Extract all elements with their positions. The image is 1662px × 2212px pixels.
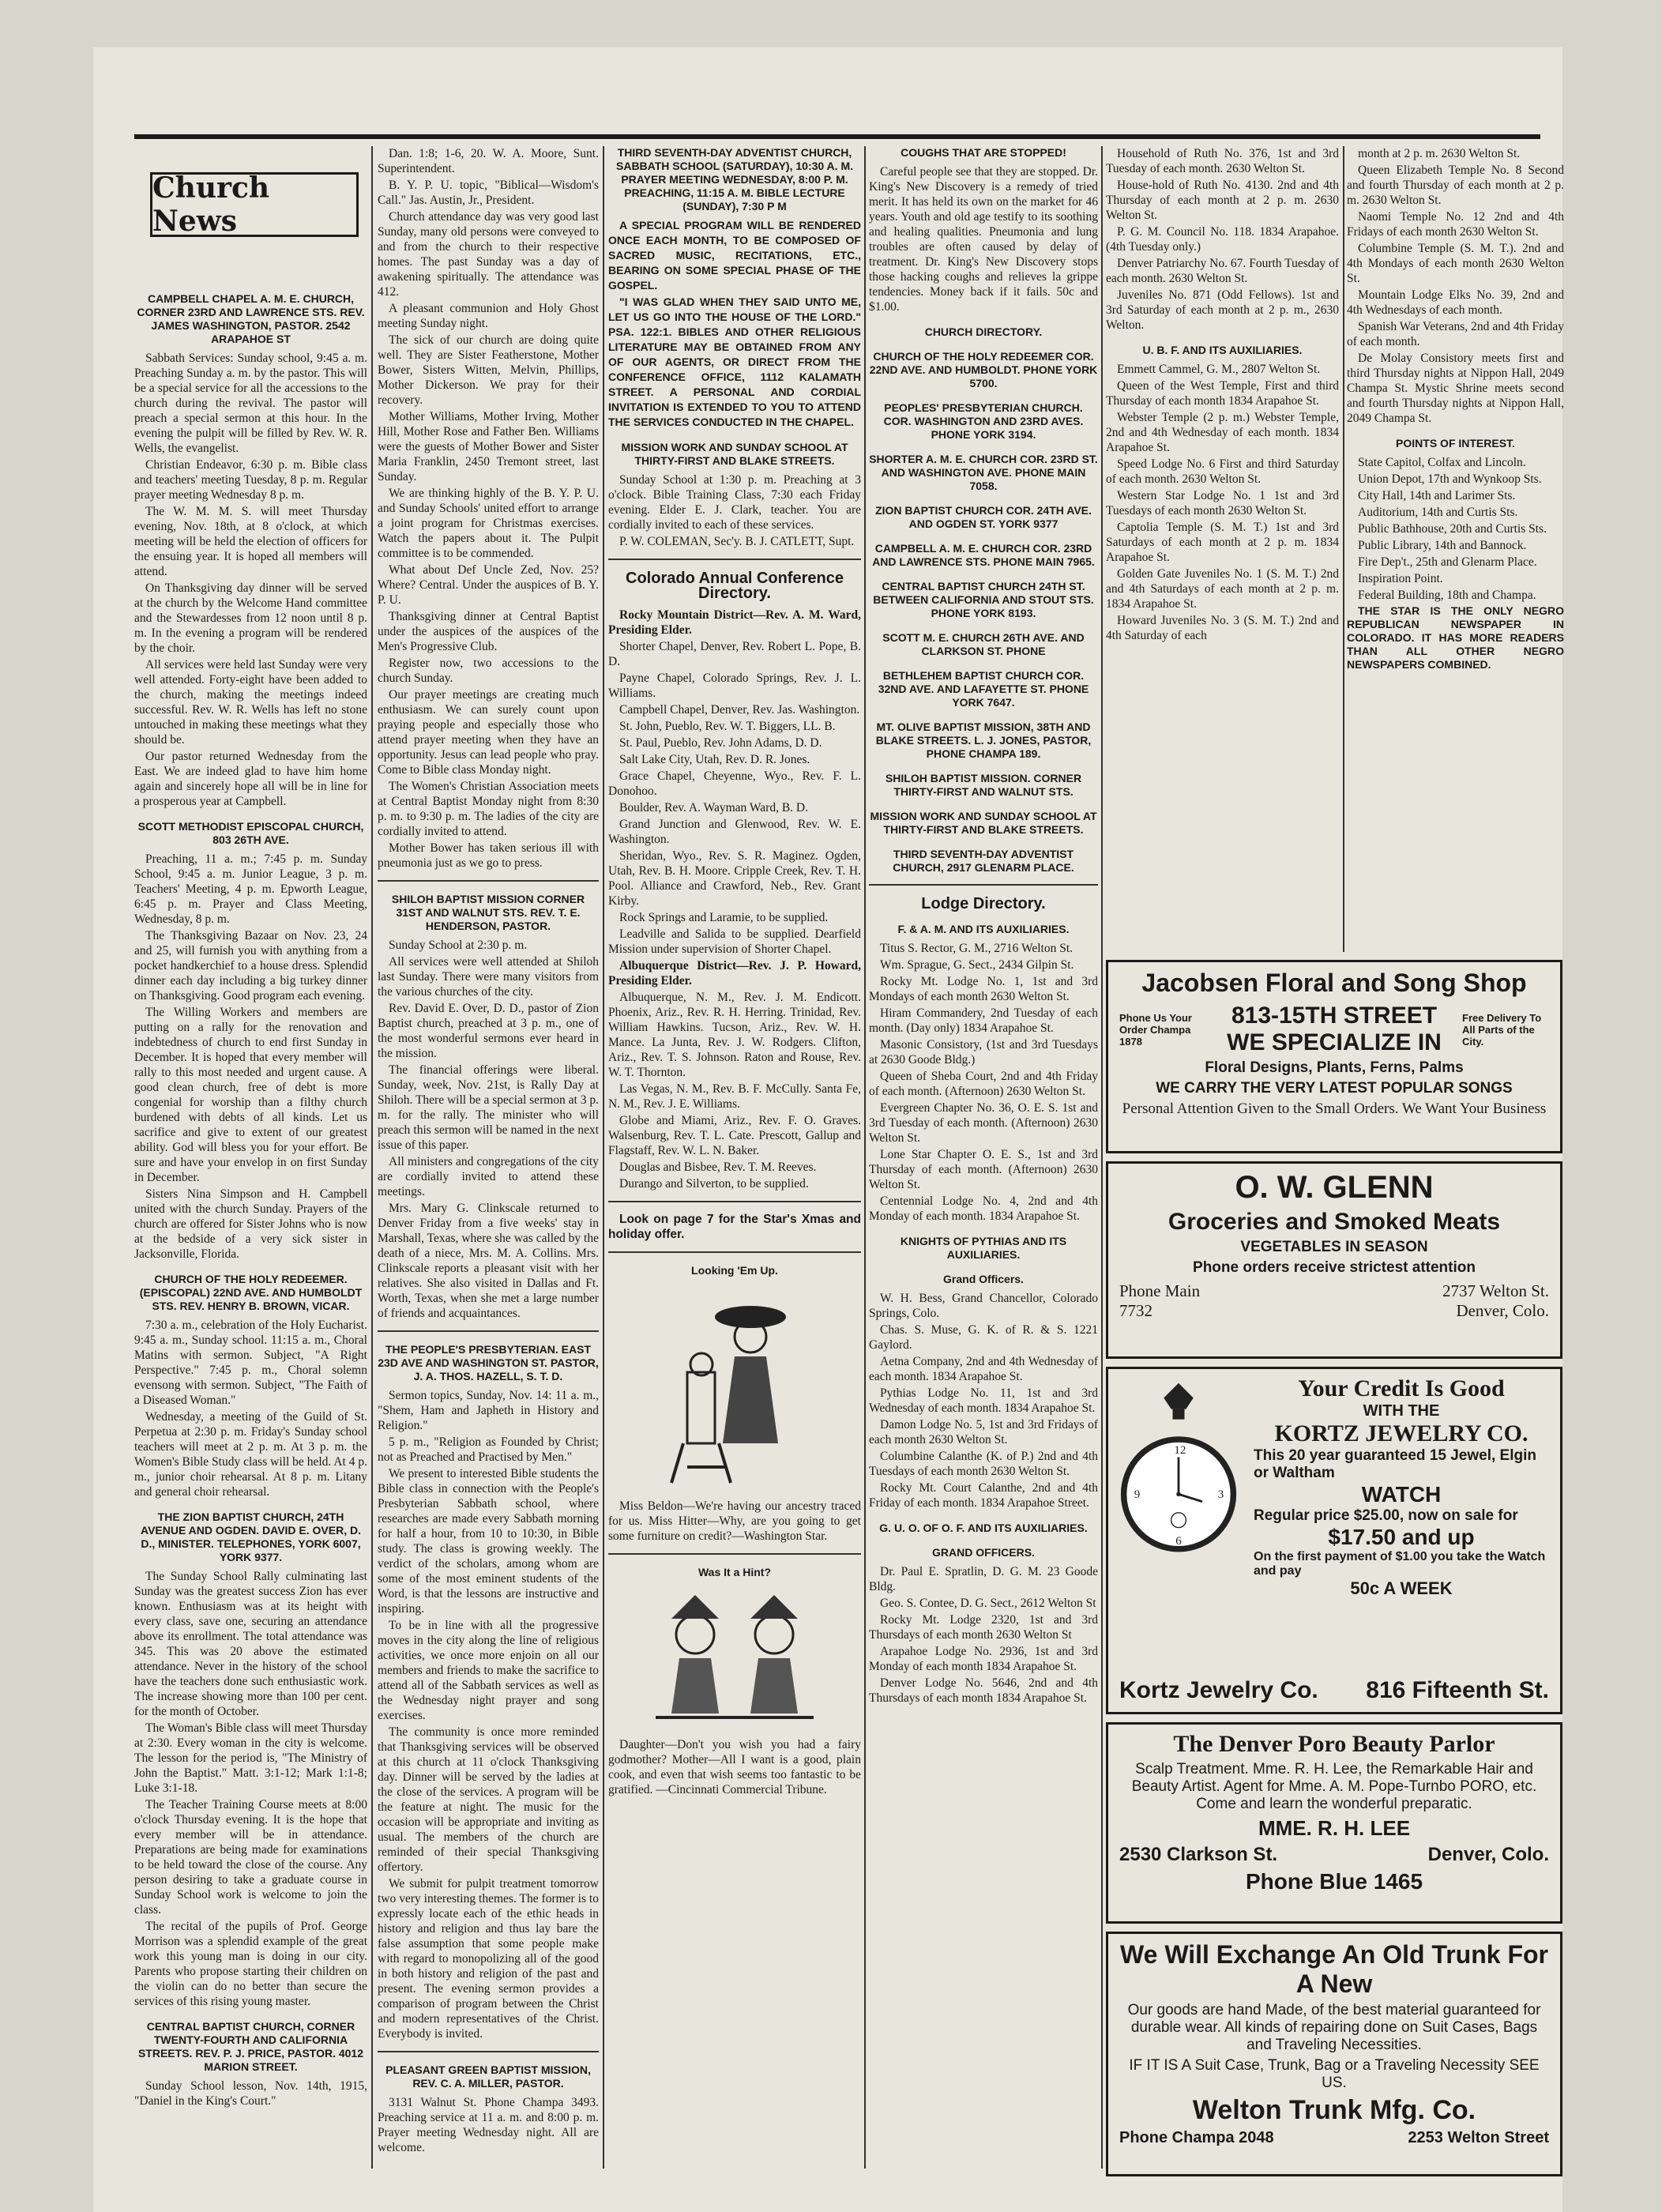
ad-title: We Will Exchange An Old Trunk For A New (1120, 1940, 1548, 1998)
heading-conference-directory: Colorado Annual Conference Directory. (626, 570, 844, 602)
paragraph: Sermon topics, Sunday, Nov. 14: 11 a. m., "Shem, Ham and Japheth in History and Religion." (378, 1389, 599, 1432)
paragraph: Careful people see that they are stopped. Dr. King's New Discovery is a remedy of tried merit. It has held its own on the market for 46 years. Youth and old age testify to its soothing and healing qualities. Pneumonia and lung troubles are often caused by delay of treatment. Dr. King's New Discovery stops those hacking coughs and relieves la grippe tendencies. Money back if it fails. 50c and $1.00. (869, 165, 1098, 314)
paragraph: The Teacher Training Course meets at 8:00 o'clock Thursday evening. It is the hope that every member will be in attendance. Preparations are being made for examinations to be held toward the close of the course. Any person desiring to take a graduate course in Sunday School work is welcome to join the class. (134, 1798, 367, 1917)
paragraph: A SPECIAL PROGRAM WILL BE RENDERED ONCE EACH MONTH, TO BE COMPOSED OF SACRED MUSIC, RECITATIONS, ETC., BEARING ON SOME SPECIAL PHASE OF THE GOSPEL. (608, 219, 861, 292)
directory-entry: SHILOH BAPTIST MISSION. CORNER THIRTY-FIRST AND WALNUT STS. (885, 772, 1082, 798)
paragraph: Sheridan, Wyo., Rev. S. R. Maginez. Ogden, Utah, Rev. B. H. Moore. Cripple Creek, Rev. T. H. Pool. Alliance and Crawford, Neb., Rev. Grant Kirby. (608, 849, 861, 908)
lodge-entry: Mountain Lodge Elks No. 39, 2nd and 4th Wednesdays of each month. (1347, 288, 1564, 317)
paragraph: Christian Endeavor, 6:30 p. m. Bible class and teachers' meeting Tuesday, 8 p. m. Regular prayer meeting Wednesday 8 p. m. (134, 458, 367, 502)
paragraph: Mother Williams, Mother Irving, Mother Hill, Mother Rose and Father Ben. Williams were the guests of Mother Bower and Sister Maria Franklin, 2450 Tremont street, last Sunday. (378, 410, 599, 483)
directory-entry: CENTRAL BAPTIST CHURCH 24TH ST. BETWEEN CALIFORNIA AND STOUT STS. PHONE YORK 8193. (873, 580, 1094, 619)
ad-jacobsen-floral (1106, 960, 1562, 1153)
ad-company: Welton Trunk Mfg. Co. (1192, 2095, 1476, 2125)
directory-entry: PEOPLES' PRESBYTERIAN CHURCH. COR. WASHINGTON AND 23RD AVES. PHONE YORK 3194. (883, 401, 1084, 441)
svg-text:6: 6 (1175, 1535, 1182, 1548)
paragraph: To be in line with all the progressive moves in the city along the line of religious activities, we once more enjoin on all our members and friends to make the sacrifice to attend all of the Sabbath services as well as the Wednesday night prayer and song exercises. (378, 1619, 599, 1722)
lodge-entry: W. H. Bess, Grand Chancellor, Colorado Springs, Colo. (869, 1292, 1098, 1320)
interest-item: City Hall, 14th and Larimer Sts. (1358, 489, 1516, 502)
lodge-entry: Webster Temple (2 p. m.) Webster Temple, 2nd and 4th Wednesday of each month. 1834 Arapahoe St. (1106, 411, 1339, 454)
paragraph: Albuquerque, N. M., Rev. J. M. Endicott. Phoenix, Ariz., Rev. R. H. Herring. Trinidad, Rev. William Hawkins. Tucson, Ariz., Rev. W. H. Mance. La Junta, Rev. J. W. Rodgers. Clifton, Ariz., Rev. T. S. Johnson. Raton and Rouse, Rev. W. T. Thornton. (608, 991, 861, 1079)
interest-item: Fire Dep't., 25th and Glenarm Place. (1358, 555, 1537, 569)
ad-address: 2253 Welton Street (1408, 2129, 1549, 2146)
ad-phone: Phone Champa 2048 (1119, 2129, 1274, 2146)
paragraph: Mother Bower has taken serious ill with pneumonia just as we go to press. (378, 841, 599, 870)
lodge-entry: Captolia Temple (S. M. T.) 1st and 3rd Saturdays of each month at 2 p. m. 1834 Arapahoe St. (1106, 521, 1339, 564)
ad-city: Denver, Colo. (1456, 1301, 1549, 1320)
separator (608, 1553, 861, 1555)
column-1 (134, 292, 367, 2172)
paragraph: The sick of our church are doing quite well. They are Sister Featherstone, Mother Bower, Sisters Witten, Melvin, Phillips, Mother Dickerson. We pray for their recovery. (378, 333, 599, 407)
paragraph: Our prayer meetings are creating much enthusiasm. We can surely count upon praying people and especially those who attend prayer meeting when they have an opportunity. Jesus can lead people who pray. Come to Bible class Monday night. (378, 688, 599, 777)
lodge-entry: Spanish War Veterans, 2nd and 4th Friday of each month. (1347, 320, 1564, 348)
heading-coughs: COUGHS THAT ARE STOPPED! (901, 146, 1066, 159)
ad-line: WITH THE (1363, 1402, 1440, 1420)
ad-kortz-jewelry (1106, 1367, 1562, 1714)
ad-line: Floral Designs, Plants, Ferns, Palms (1205, 1059, 1464, 1076)
lodge-entry: Lone Star Chapter O. E. S., 1st and 3rd Thursday of each month. (Afternoon) 2630 Welton St. (869, 1148, 1098, 1191)
paragraph: Payne Chapel, Colorado Springs, Rev. J. L. Williams. (608, 672, 861, 700)
heading-shiloh-baptist: SHILOH BAPTIST MISSION CORNER 31ST AND WALNUT STS. REV. T. E. HENDERSON, PASTOR. (391, 893, 585, 932)
paragraph: 3131 Walnut St. Phone Champa 3493. Preaching service at 11 a. m. and 8:00 p. m. Prayer meeting Wednesday night. All are welcome. (378, 2096, 599, 2154)
paragraph: The Woman's Bible class will meet Thursday at 2:30. Every woman in the city is welcome. The lesson for the period is, "The Ministry of John the Baptist." Matt. 3:1-12; Mark 1:1-8; Luke 3:1-18. (134, 1721, 367, 1795)
heading-peoples-presbyterian: THE PEOPLE'S PRESBYTERIAN. EAST 23D AVE AND WASHINGTON ST. PASTOR, J. A. THOS. HAZELL, S. T. D. (378, 1343, 599, 1382)
ad-line: This 20 year guaranteed 15 Jewel, Elgin or Waltham (1254, 1447, 1536, 1481)
lodge-entry: Howard Juveniles No. 3 (S. M. T.) 2nd and 4th Saturday of each (1106, 614, 1339, 642)
ad-line: IF IT IS A Suit Case, Trunk, Bag or a Traveling Necessity SEE US. (1129, 2057, 1540, 2091)
ad-line: Personal Attention Given to the Small Orders. We Want Your Business (1122, 1100, 1547, 1117)
cartoon-illustration (640, 1587, 829, 1729)
paragraph: Grand Junction and Glenwood, Rev. W. E. Washington. (608, 818, 861, 846)
lodge-group-heading: G. U. O. OF O. F. AND ITS AUXILIARIES. (879, 1522, 1088, 1534)
paragraph: A pleasant communion and Holy Ghost meeting Sunday night. (378, 302, 599, 330)
paragraph: Wednesday, a meeting of the Guild of St. Perpetua at 2:30 p. m. Friday's Sunday school teachers will meet at 2 p. m. At 3 p. m. the Women's Bible Study class will be held. At 4 p. m., junior choir rehearsal. At 8 p. m. Litany and general choir rehearsal. (134, 1410, 367, 1499)
ad-address: 2530 Clarkson St. (1119, 1844, 1278, 1865)
heading-adventist: THIRD SEVENTH-DAY ADVENTIST CHURCH, SABBATH SCHOOL (SATURDAY), 10:30 A. M. PRAYER MEETING WEDNESDAY, 8:00 P. M. PREACHING, 11:15 A. M. BIBLE LECTURE (SUNDAY), 7:30 P M (616, 146, 853, 213)
separator (378, 880, 599, 882)
lodge-entry: Arapahoe Lodge No. 2936, 1st and 3rd Monday of each month 1834 Arapahoe St. (869, 1645, 1098, 1673)
paragraph: Globe and Miami, Ariz., Rev. F. O. Graves. Walsenburg, Rev. T. L. Cate. Prescott, Gallup and Flagstaff, Rev. W. L. N. Baker. (608, 1114, 861, 1157)
paragraph: The Willing Workers and members are putting on a rally for the renovation and indebtedness of church to end first Sunday in December. It is hoped that every member will rally to this most needed and urgent cause. A good clean church, free of debt is more congenial for worship than a filthy church burdened with debts of all kinds. Let us sacrifice and give to extent of our greatest ability. God will bless you for your effort. Be sure and have your envelop in on first Sunday in December. (134, 1006, 367, 1184)
paragraph: Rock Springs and Laramie, to be supplied. (619, 911, 829, 924)
lodge-entry: House-hold of Ruth No. 4130. 2nd and 4th Thursday of each month at 2 p. m. 2630 Welton St. (1106, 179, 1339, 222)
cartoon-caption: Looking 'Em Up. (691, 1264, 778, 1277)
interest-item: Federal Building, 18th and Champa. (1358, 589, 1536, 602)
directory-entry: ZION BAPTIST CHURCH COR. 24TH AVE. AND OGDEN ST. YORK 9377 (875, 504, 1092, 530)
ad-line: 50c A WEEK (1350, 1578, 1453, 1598)
paragraph: We present to interested Bible students the Bible class in connection with the People's Presbyterian Sabbath school, where researches are made every Sabbath morning for half a hour, from 10 to 10:30, in Bible study. The class is growing weekly. The verdict of the scholars, among whom are some of the most eminent students of the Word, is that the lessons are instructive and inspiring. (378, 1467, 599, 1616)
lodge-entry: Denver Patriarchy No. 67. Fourth Tuesday of each month. 2630 Welton St. (1106, 257, 1339, 285)
ad-phone-label: Phone Main (1119, 1281, 1201, 1300)
paragraph: 7:30 a. m., celebration of the Holy Eucharist. 9:45 a. m., Sunday school. 11:15 a. m., Choral Matins with sermon. Subject, "A Right Perspective." 7:45 p. m., Choral solemn evensong with sermon. Subject, "The Faith of a Diseased Woman." (134, 1319, 367, 1407)
ad-line: Scalp Treatment. Mme. R. H. Lee, the Remarkable Hair and Beauty Artist. Agent for Mme. A. M. Pope-Turnbo PORO, etc. Come and learn the wonderful preparatic. (1131, 1761, 1537, 1812)
lodge-entry: Aetna Company, 2nd and 4th Wednesday of each month. 1834 Arapahoe St. (869, 1355, 1098, 1383)
lodge-entry: Pythias Lodge No. 11, 1st and 3rd Wednesday of each month. 1834 Arapahoe St. (869, 1386, 1098, 1415)
ad-title: Your Credit Is Good (1298, 1375, 1505, 1401)
column-divider (1101, 146, 1103, 2169)
heading-zion-baptist: THE ZION BAPTIST CHURCH, 24TH AVENUE AND OGDEN. DAVID E. OVER, D. D., MINISTER. TELEPHONES, YORK 6007, YORK 9377. (141, 1510, 361, 1563)
paragraph: Albuquerque District—Rev. J. P. Howard, Presiding Elder. (608, 959, 861, 988)
lodge-entry: Hiram Commandery, 2nd Tuesday of each month. (Day only) 1834 Arapahoe St. (869, 1006, 1098, 1035)
column-5 (1106, 146, 1339, 952)
ad-title: The Denver Poro Beauty Parlor (1173, 1731, 1495, 1757)
interest-item: State Capitol, Colfax and Lincoln. (1358, 456, 1526, 469)
paragraph: What about Def Uncle Zed, Nov. 25? Where? Central. Under the auspices of B. Y. P. U. (378, 563, 599, 607)
interest-item: Inspiration Point. (1358, 572, 1443, 585)
ad-company: Kortz Jewelry Co. (1119, 1677, 1318, 1703)
paragraph: The Women's Christian Association meets at Central Baptist Monday night from 8:30 p. m. to 9:30 p. m. The ladies of the city are cordially invited to attend. (378, 780, 599, 838)
paragraph: Campbell Chapel, Denver, Rev. Jas. Washington. (619, 703, 860, 717)
lodge-entry: Golden Gate Juveniles No. 1 (S. M. T.) 2nd and 4th Saturdays of each month at 2 p. m. 1834 Arapahoe St. (1106, 567, 1339, 611)
directory-entry: THIRD SEVENTH-DAY ADVENTIST CHURCH, 2917 GLENARM PLACE. (893, 848, 1074, 874)
lodge-group-heading: KNIGHTS OF PYTHIAS AND ITS AUXILIARIES. (900, 1235, 1067, 1261)
ad-address: 813-15TH STREET (1231, 1003, 1438, 1029)
column-divider (864, 146, 866, 2169)
lodge-entry: Denver Lodge No. 5646, 2nd and 4th Thursdays of each month 1834 Arapahoe St. (869, 1676, 1098, 1705)
paragraph: Rocky Mountain District—Rev. A. M. Ward, Presiding Elder. (608, 608, 861, 637)
lodge-entry: Geo. S. Contee, D. G. Sect., 2612 Welton St (880, 1597, 1096, 1610)
column-2 (378, 146, 599, 2169)
directory-entry: CHURCH OF THE HOLY REDEEMER COR. 22ND AVE. AND HUMBOLDT. PHONE YORK 5700. (869, 350, 1098, 389)
lodge-entry: Centennial Lodge No. 4, 2nd and 4th Monday of each month. 1834 Arapahoe St. (869, 1194, 1098, 1223)
cartoon-illustration (640, 1285, 829, 1491)
directory-entry: MISSION WORK AND SUNDAY SCHOOL AT THIRTY-FIRST AND BLAKE STREETS. (870, 810, 1097, 836)
separator (378, 1330, 599, 1332)
ad-address: 816 Fifteenth St. (1366, 1677, 1549, 1703)
paragraph: Daughter—Don't you wish you had a fairy godmother? Mother—All I want is a good, plain cook, and even that wish seems too fantastic to be gratified. —Cincinnati Commercial Tribune. (608, 1738, 861, 1796)
paragraph: Salt Lake City, Utah, Rev. D. R. Jones. (619, 753, 810, 766)
lodge-entry: De Molay Consistory meets first and third Thursday nights at Nippon Hall, 2049 Champa St. Mystic Shrine meets second and fourth Thursday nights at Nippon Hall, 2049 Champa St. (1347, 352, 1564, 425)
interest-item: Public Bathhouse, 20th and Curtis Sts. (1358, 522, 1547, 536)
heading-pleasant-green: PLEASANT GREEN BAPTIST MISSION, REV. C. A. MILLER, PASTOR. (385, 2063, 591, 2090)
lodge-entry: Queen of the West Temple, First and third Thursday of each month 1834 Arapahoe St. (1106, 379, 1339, 408)
lodge-entry: Chas. S. Muse, G. K. of R. & S. 1221 Gaylord. (869, 1323, 1098, 1352)
signature: P. W. COLEMAN, Sec'y. B. J. CATLETT, Supt. (619, 535, 855, 548)
directory-entry: SCOTT M. E. CHURCH 26TH AVE. AND CLARKSON ST. PHONE (882, 631, 1085, 657)
ad-phone-number: 7732 (1119, 1301, 1152, 1320)
paragraph: Church attendance day was very good last Sunday, many old persons were conveyed to and from the church to their respective homes. The past Sunday was a day of awakening spiritually. The attendance was 412. (378, 210, 599, 299)
paragraph: The Sunday School Rally culminating last Sunday was the greatest success Zion has ever known. Enthusiasm was at its height with every class, save one, securing an attendance above its enrollment. The total attendance was 345. This was 20 above the estimated attendance. Never in the history of the school have the teachers done such enthusiastic work. The increase showing more than 100 per cent. for the month of October. (134, 1570, 367, 1718)
paragraph: Sunday School at 1:30 p. m. Preaching at 3 o'clock. Bible Training Class, 7:30 each Friday evening. Elder E. J. Clark, teacher. You are cordially invited to each of these services. (608, 473, 861, 532)
lodge-entry: Speed Lodge No. 6 First and third Saturday of each month. 2630 Welton St. (1106, 457, 1339, 486)
paragraph: St. John, Pueblo, Rev. W. T. Biggers, LL. B. (619, 720, 836, 733)
paragraph: Sisters Nina Simpson and H. Campbell united with the church Sunday. Prayers of the church are offered for Sister Johns who is now at the bedside of a very sick sister in Jacksonville, Florida. (134, 1187, 367, 1261)
lodge-subheading: Grand Officers. (943, 1273, 1024, 1285)
lodge-entry: Western Star Lodge No. 1 1st and 3rd Tuesdays of each month 2630 Welton St. (1106, 489, 1339, 517)
lodge-entry: Rocky Mt. Court Calanthe, 2nd and 4th Friday of each month. 1834 Arapahoe Street. (869, 1481, 1098, 1510)
ad-title: Jacobsen Floral and Song Shop (1141, 969, 1527, 997)
paragraph: The W. M. M. S. will meet Thursday evening, Nov. 18th, at 8 o'clock, at which meeting will be held the election of officers for the ensuing year. It is hoped all members will attend. (134, 505, 367, 578)
ad-title: O. W. GLENN (1235, 1170, 1434, 1205)
top-rule (134, 134, 1540, 139)
ad-price: $17.50 and up (1328, 1525, 1475, 1549)
paragraph: All services were well attended at Shiloh last Sunday. There were many visitors from the various churches of the city. (378, 955, 599, 999)
lodge-entry: Columbine Temple (S. M. T.). 2nd and 4th Mondays of each month 2630 Welton St. (1347, 242, 1564, 285)
paragraph: Our pastor returned Wednesday from the East. We are indeed glad to have him home again and sincerely hope all will be in line for a prosperous year at Campbell. (134, 750, 367, 808)
heading-central-baptist: CENTRAL BAPTIST CHURCH, CORNER TWENTY-FOURTH AND CALIFORNIA STREETS. REV. P. J. PRICE, PASTOR. 4012 MARION STREET. (137, 2020, 364, 2073)
column-6 (1347, 146, 1564, 952)
directory-entry: SHORTER A. M. E. CHURCH COR. 23RD ST. AND WASHINGTON AVE. PHONE MAIN 7058. (869, 453, 1098, 492)
paragraph: Las Vegas, N. M., Rev. B. F. McCully. Santa Fe, N. M., Rev. J. E. Williams. (608, 1082, 861, 1111)
lodge-entry: Household of Ruth No. 376, 1st and 3rd Tuesday of each month. 2630 Welton St. (1106, 147, 1339, 175)
paragraph: "I WAS GLAD WHEN THEY SAID UNTO ME, LET US GO INTO THE HOUSE OF THE LORD." PSA. 122:1. BIBLES AND OTHER RELIGIOUS LITERATURE MAY BE OBTAINED FROM ANY OF OUR AGENTS, OR DIRECT FROM THE CONFERENCE OFFICE, 1112 KALAMATH STREET. A PERSONAL AND CORDIAL INVITATION IS EXTENDED TO YOU TO ATTEND THE SERVICES CONDUCTED IN THE CHAPEL. (608, 295, 861, 428)
lodge-entry: Queen Elizabeth Temple No. 8 Second and fourth Thursday of each month at 2 p. m. 2630 Welton St. (1347, 164, 1564, 207)
ad-line: Regular price $25.00, now on sale for (1254, 1507, 1518, 1524)
paragraph: Grace Chapel, Cheyenne, Wyo., Rev. F. L. Donohoo. (608, 769, 861, 798)
lodge-entry: Wm. Sprague, G. Sect., 2434 Gilpin St. (880, 958, 1074, 972)
paragraph: B. Y. P. U. topic, "Biblical—Wisdom's Call." Jas. Austin, Jr., President. (378, 179, 599, 207)
paragraph: Boulder, Rev. A. Wayman Ward, B. D. (619, 801, 808, 814)
heading-scott-methodist: SCOTT METHODIST EPISCOPAL CHURCH, 803 26TH AVE. (137, 820, 364, 846)
heading-lodge-directory: Lodge Directory. (921, 895, 1046, 912)
ad-line: Groceries and Smoked Meats (1168, 1209, 1501, 1235)
interest-item: Public Library, 14th and Bannock. (1358, 539, 1527, 552)
lodge-entry: Dr. Paul E. Spratlin, D. G. M. 23 Goode Bldg. (869, 1565, 1098, 1593)
star-notice: THE STAR IS THE ONLY NEGRO REPUBLICAN NEWSPAPER IN COLORADO. IT HAS MORE READERS THAN ALL OTHER NEGRO NEWSPAPERS COMBINED. (1347, 604, 1564, 671)
lodge-entry: Naomi Temple No. 12 2nd and 4th Fridays of each month 2630 Welton St. (1347, 210, 1564, 239)
paragraph: St. Paul, Pueblo, Rev. John Adams, D. D. (619, 736, 822, 750)
column-3 (608, 146, 861, 2169)
paragraph: Shorter Chapel, Denver, Rev. Robert L. Pope, B. D. (608, 640, 861, 668)
ad-specialty: WE SPECIALIZE IN (1227, 1029, 1442, 1055)
ad-line: WE CARRY THE VERY LATEST POPULAR SONGS (1156, 1080, 1513, 1097)
paragraph: All ministers and congregations of the city are cordially invited to attend these meetings. (378, 1155, 599, 1198)
ad-poro-beauty (1106, 1722, 1562, 1924)
column-divider (1343, 146, 1344, 952)
lodge-entry: Emmett Cammel, G. M., 2807 Welton St. (1117, 363, 1321, 376)
ad-delivery-note: Free Delivery To All Parts of the City. (1462, 1011, 1542, 1048)
separator (378, 2051, 599, 2052)
separator (608, 1201, 861, 1202)
directory-entry: BETHLEHEM BAPTIST CHURCH COR. 32ND AVE. AND LAFAYETTE ST. PHONE YORK 7647. (878, 669, 1089, 709)
ad-phone: Phone Blue 1465 (1245, 1869, 1423, 1894)
directory-entry: CAMPBELL A. M. E. CHURCH COR. 23RD AND LAWRENCE STS. PHONE MAIN 7965. (872, 542, 1095, 568)
heading-church-directory: CHURCH DIRECTORY. (924, 325, 1043, 338)
interest-item: Union Depot, 17th and Wynkoop Sts. (1358, 472, 1542, 486)
column-divider (371, 146, 373, 2169)
cartoon-caption: Was It a Hint? (698, 1566, 772, 1578)
lodge-entry: Evergreen Chapter No. 36, O. E. S. 1st and 3rd Tuesday of each month. (Afternoon) 2630 Welton St. (869, 1101, 1098, 1145)
watch-icon (1119, 1380, 1238, 1593)
paragraph: 5 p. m., "Religion as Founded by Christ; not as Preached and Practised by Men." (378, 1435, 599, 1464)
ad-glenn-groceries (1106, 1161, 1562, 1359)
paragraph: Look on page 7 for the Star's Xmas and holiday offer. (608, 1213, 861, 1241)
separator (608, 1251, 861, 1253)
paragraph: Miss Beldon—We're having our ancestry traced for us. Miss Hitter—Why, are you going to get some furniture on credit?—Washington Star. (608, 1499, 861, 1543)
paragraph: Sabbath Services: Sunday school, 9:45 a. m. Preaching Sunday a. m. by the pastor. This will be a special service for all the accessions to the church during the revival. The pastor will preach a special sermon at this hour. In the evening the pulpit will be filled by Rev. W. R. Wells, the evangelist. (134, 352, 367, 455)
lodge-entry: Queen of Sheba Court, 2nd and 4th Friday of each month. (Afternoon) 2630 Welton St. (869, 1070, 1098, 1098)
ad-line: On the first payment of $1.00 you take the Watch and pay (1254, 1550, 1546, 1578)
column-divider (603, 146, 604, 2169)
paragraph: We submit for pulpit treatment tomorrow two very interesting themes. The former is to expressly locate each of the ethic heads in history and religion and thus lay bare the false assumption that some people make with regard to monopolizing all of the good in both history and religion of the past and present. The evening sermon provides a comparison of program between the Christ and modern representatives of the Christ. Everybody is invited. (378, 1877, 599, 2041)
section-masthead: Church News (150, 172, 359, 237)
lodge-entry: Columbine Calanthe (K. of P.) 2nd and 4th Tuesdays of each month 2630 Welton St. (869, 1450, 1098, 1478)
ad-line: VEGETABLES IN SEASON (1240, 1239, 1428, 1255)
paragraph: Mrs. Mary G. Clinkscale returned to Denver Friday from a five weeks' stay in Marshall, Texas, where she was called by the death of a niece, Mrs. M. A. Collins. Mrs. Clinkscale reports a pleasant visit with her relatives. She also visited in Dallas and Ft. Worth, Texas, when she met a large number of friends and acquaintances. (378, 1202, 599, 1320)
lodge-entry: Juveniles No. 871 (Odd Fellows). 1st and 3rd Saturday of each month at 2 p. m., 2630 Welton. (1106, 288, 1339, 332)
paragraph: Douglas and Bisbee, Rev. T. M. Reeves. (619, 1161, 817, 1174)
paragraph: The community is once more reminded that Thanksgiving services will be observed at this church at 11 o'clock Thanksgiving day. Dinner will be served by the ladies at the close of the services. A program will be the feature at night. The music for the occasion will be appropriate and inviting as usual. The members of the church are reminded of their special Thanksgiving offertory. (378, 1725, 599, 1874)
paragraph: Durango and Silverton, to be supplied. (619, 1177, 809, 1191)
paragraph: The Thanksgiving Bazaar on Nov. 23, 24 and 25, will furnish you with anything from a pocket handkerchief to a house dress. Splendid dinner each day including a big turkey dinner on Thanksgiving. Good program each evening. (134, 929, 367, 1003)
lodge-subheading: GRAND OFFICERS. (932, 1546, 1035, 1559)
ad-line: Phone orders receive strictest attention (1193, 1259, 1476, 1276)
paragraph: Rev. David E. Over, D. D., pastor of Zion Baptist church, preached at 3 p. m., one of the most wonderful sermons ever heard in the mission. (378, 1002, 599, 1060)
separator (608, 559, 861, 560)
lodge-entry: Masonic Consistory, (1st and 3rd Tuesdays at 2630 Goode Bldg.) (869, 1038, 1098, 1066)
ad-line: Our goods are hand Made, of the best material guaranteed for durable wear. All kinds of repairing done on Suit Cases, Bags and Traveling Necessities. (1127, 2002, 1541, 2053)
column-4 (869, 146, 1098, 2169)
ad-address: 2737 Welton St. (1442, 1281, 1549, 1300)
lodge-entry: month at 2 p. m. 2630 Welton St. (1358, 147, 1521, 160)
ad-welton-trunk (1106, 1932, 1562, 2176)
paragraph: Leadville and Salida to be supplied. Dearfield Mission under supervision of Shorter Chapel. (608, 927, 861, 956)
paragraph: Register now, two accessions to the church Sunday. (378, 656, 599, 685)
lodge-entry: Rocky Mt. Lodge 2320, 1st and 3rd Thursdays of each month 2630 Welton St (869, 1613, 1098, 1642)
interest-item: Auditorium, 14th and Curtis Sts. (1358, 506, 1518, 519)
lodge-group-heading: F. & A. M. AND ITS AUXILIARIES. (897, 923, 1070, 935)
lodge-entry: Titus S. Rector, G. M., 2716 Welton St. (880, 942, 1074, 955)
lodge-entry: Damon Lodge No. 5, 1st and 3rd Fridays of each month 2630 Welton St. (869, 1418, 1098, 1446)
svg-text:9: 9 (1134, 1488, 1141, 1502)
lodge-entry: Rocky Mt. Lodge No. 1, 1st and 3rd Mondays of each month 2630 Welton St. (869, 975, 1098, 1003)
heading-holy-redeemer: CHURCH OF THE HOLY REDEEMER. (EPISCOPAL) 22ND AVE. AND HUMBOLDT STS. REV. HENRY B. BROWN, VICAR. (139, 1273, 363, 1312)
paragraph: Thanksgiving dinner at Central Baptist under the auspices of the auspices of the Men's Progressive Club. (378, 610, 599, 653)
directory-entry: MT. OLIVE BAPTIST MISSION, 38TH AND BLAKE STREETS. L. J. JONES, PASTOR, PHONE CHAMPA 189. (875, 720, 1092, 760)
ad-city: Denver, Colo. (1427, 1844, 1549, 1865)
paragraph: On Thanksgiving day dinner will be served at the church by the Welcome Hand committee and the Stewardesses from 12 noon until 8 p. m. In the evening a program will be rendered by the choir. (134, 581, 367, 655)
ad-phone-note: Phone Us Your Order Champa 1878 (1119, 1011, 1192, 1048)
paragraph: We are thinking highly of the B. Y. P. U. and Sunday Schools' united effort to arrange a joint program for Christmas exercises. Watch the papers about it. The Pulpit committee is to be commended. (378, 487, 599, 560)
lodge-group-heading: U. B. F. AND ITS AUXILIARIES. (1142, 344, 1303, 356)
paragraph: Sunday School lesson, Nov. 14th, 1915, "Daniel in the King's Court." (134, 2079, 367, 2108)
heading-mission-work: MISSION WORK AND SUNDAY SCHOOL AT THIRTY-FIRST AND BLAKE STREETS. (621, 441, 848, 467)
svg-text:3: 3 (1217, 1488, 1224, 1502)
separator (869, 884, 1098, 886)
heading-points-of-interest: POINTS OF INTEREST. (1396, 437, 1515, 450)
paragraph: Preaching, 11 a. m.; 7:45 p. m. Sunday School, 9:45 a. m. Junior League, 3 p. m. Teachers' Meeting, 4 p. m. Epworth League, 6:45 p. m. Prayer and Class Meeting, Wednesday, 8 p. m. (134, 852, 367, 926)
svg-text:12: 12 (1174, 1443, 1186, 1457)
paragraph: Dan. 1:8; 1-6, 20. W. A. Moore, Sunt. Superintendent. (378, 147, 599, 175)
ad-line: KORTZ JEWELRY CO. (1274, 1420, 1529, 1446)
ad-name: MME. R. H. LEE (1258, 1816, 1411, 1840)
paragraph: The financial offerings were liberal. Sunday, week, Nov. 21st, is Rally Day at Shiloh. There will be a special sermon at 3 p. m. for the rally. The minister who will preach this sermon will be named in the next issue of this paper. (378, 1063, 599, 1152)
ad-line: WATCH (1361, 1482, 1442, 1507)
paragraph: The recital of the pupils of Prof. George Morrison was a splendid example of the great work this young man is doing in our city. Parents who propose starting their children on the violin can do no better than secure the services of this rising young master. (134, 1920, 367, 2008)
paragraph: Sunday School at 2:30 p. m. (389, 939, 528, 952)
heading-campbell-chapel: CAMPBELL CHAPEL A. M. E. CHURCH, CORNER 23RD AND LAWRENCE STS. REV. JAMES WASHINGTON, PASTOR. 2542 ARAPAHOE ST (137, 292, 365, 345)
lodge-entry: P. G. M. Council No. 118. 1834 Arapahoe. (4th Tuesday only.) (1106, 225, 1339, 254)
paragraph: All services were held last Sunday were very well attended. Forty-eight have been added to the church, making the meetings indeed successful. Rev. W. R. Wells has left no stone untouched in making these meetings what they should be. (134, 658, 367, 747)
